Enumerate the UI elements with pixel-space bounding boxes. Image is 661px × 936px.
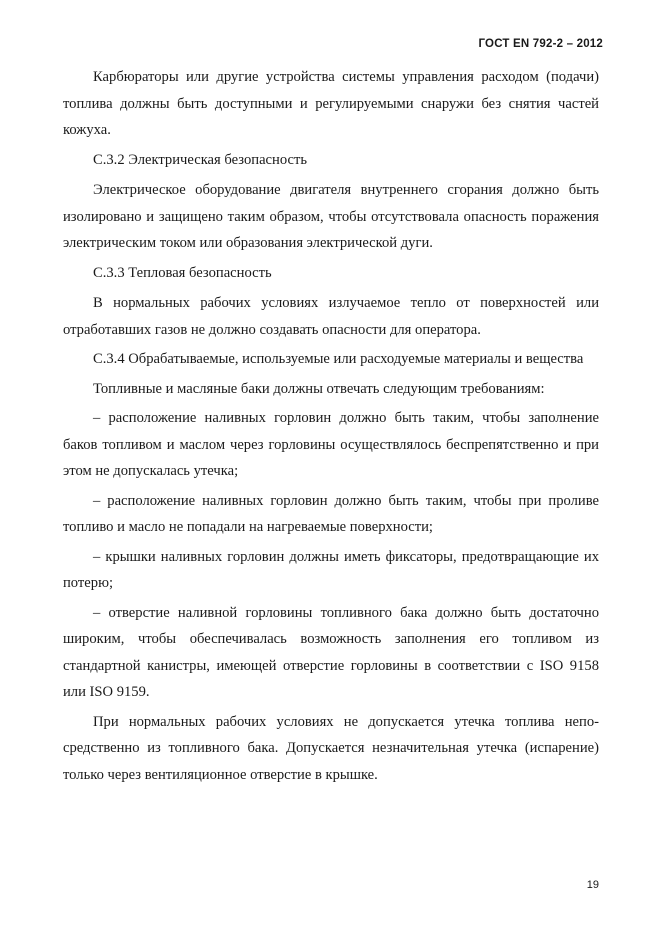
list-item-spill-protection: – расположение наливных горловин должно быть таким, чтобы при проливе топливо и масло не попадали на нагреваемые поверхности;: [63, 492, 599, 535]
list-item-filler-width: – отверстие наливной горловины топливного бака должно быть достаточно широким, чтобы обеспечивалась возможность заполнения его топливом из стандартной канистры, имеющей отверстие горловины в соответствии с ISO 9158 или ISO 9159.: [63, 604, 599, 700]
list-item-cap-retainers: – крышки наливных горловин должны иметь фиксаторы, предотвращающие их потерю;: [63, 548, 599, 591]
paragraph-carburetors: Карбюраторы или другие устройства системы управления расходом (подачи) топлива должны быть доступными и регулируемыми снаружи без снятия частей кожуха.: [63, 69, 599, 138]
section-title-thermal-safety: C.3.3 Тепловая безопасность: [93, 264, 272, 281]
paragraph-heat-radiation: В нормальных рабочих условиях излучаемое тепло от поверхностей или отработавших газов не должно создавать опасности для оператора.: [63, 295, 599, 338]
paragraph-tank-requirements: Топливные и масляные баки должны отвечать следующим требованиям:: [93, 380, 545, 397]
section-title-electrical-safety: C.3.2 Электрическая безопасность: [93, 151, 308, 168]
paragraph-leakage: При нормальных рабочих условиях не допускается утечка топлива непосредственно из топливного бака. Допускается незначительная утечка (испарение) только через вентиляционное отверстие в крышке.: [63, 713, 599, 783]
section-title-materials: C.3.4 Обрабатываемые, используемые или расходуемые материалы и вещества: [93, 351, 584, 367]
list-item-filler-location: – расположение наливных горловин должно быть таким, чтобы заполнение баков топливом и маслом через горловины осуществлялось беспрепятственно и при этом не допускалась утечка;: [63, 410, 599, 479]
page-content: [63, 64, 599, 791]
paragraph-electrical-equipment: Электрическое оборудование двигателя внутреннего сгорания должно быть изолировано и защищено таким образом, чтобы отсутствовала опасность поражения электрическим током или образования электрической дуги.: [63, 182, 599, 251]
page-number: 19: [586, 879, 599, 891]
standard-header: ГОСТ EN 792-2 – 2012: [478, 38, 603, 50]
